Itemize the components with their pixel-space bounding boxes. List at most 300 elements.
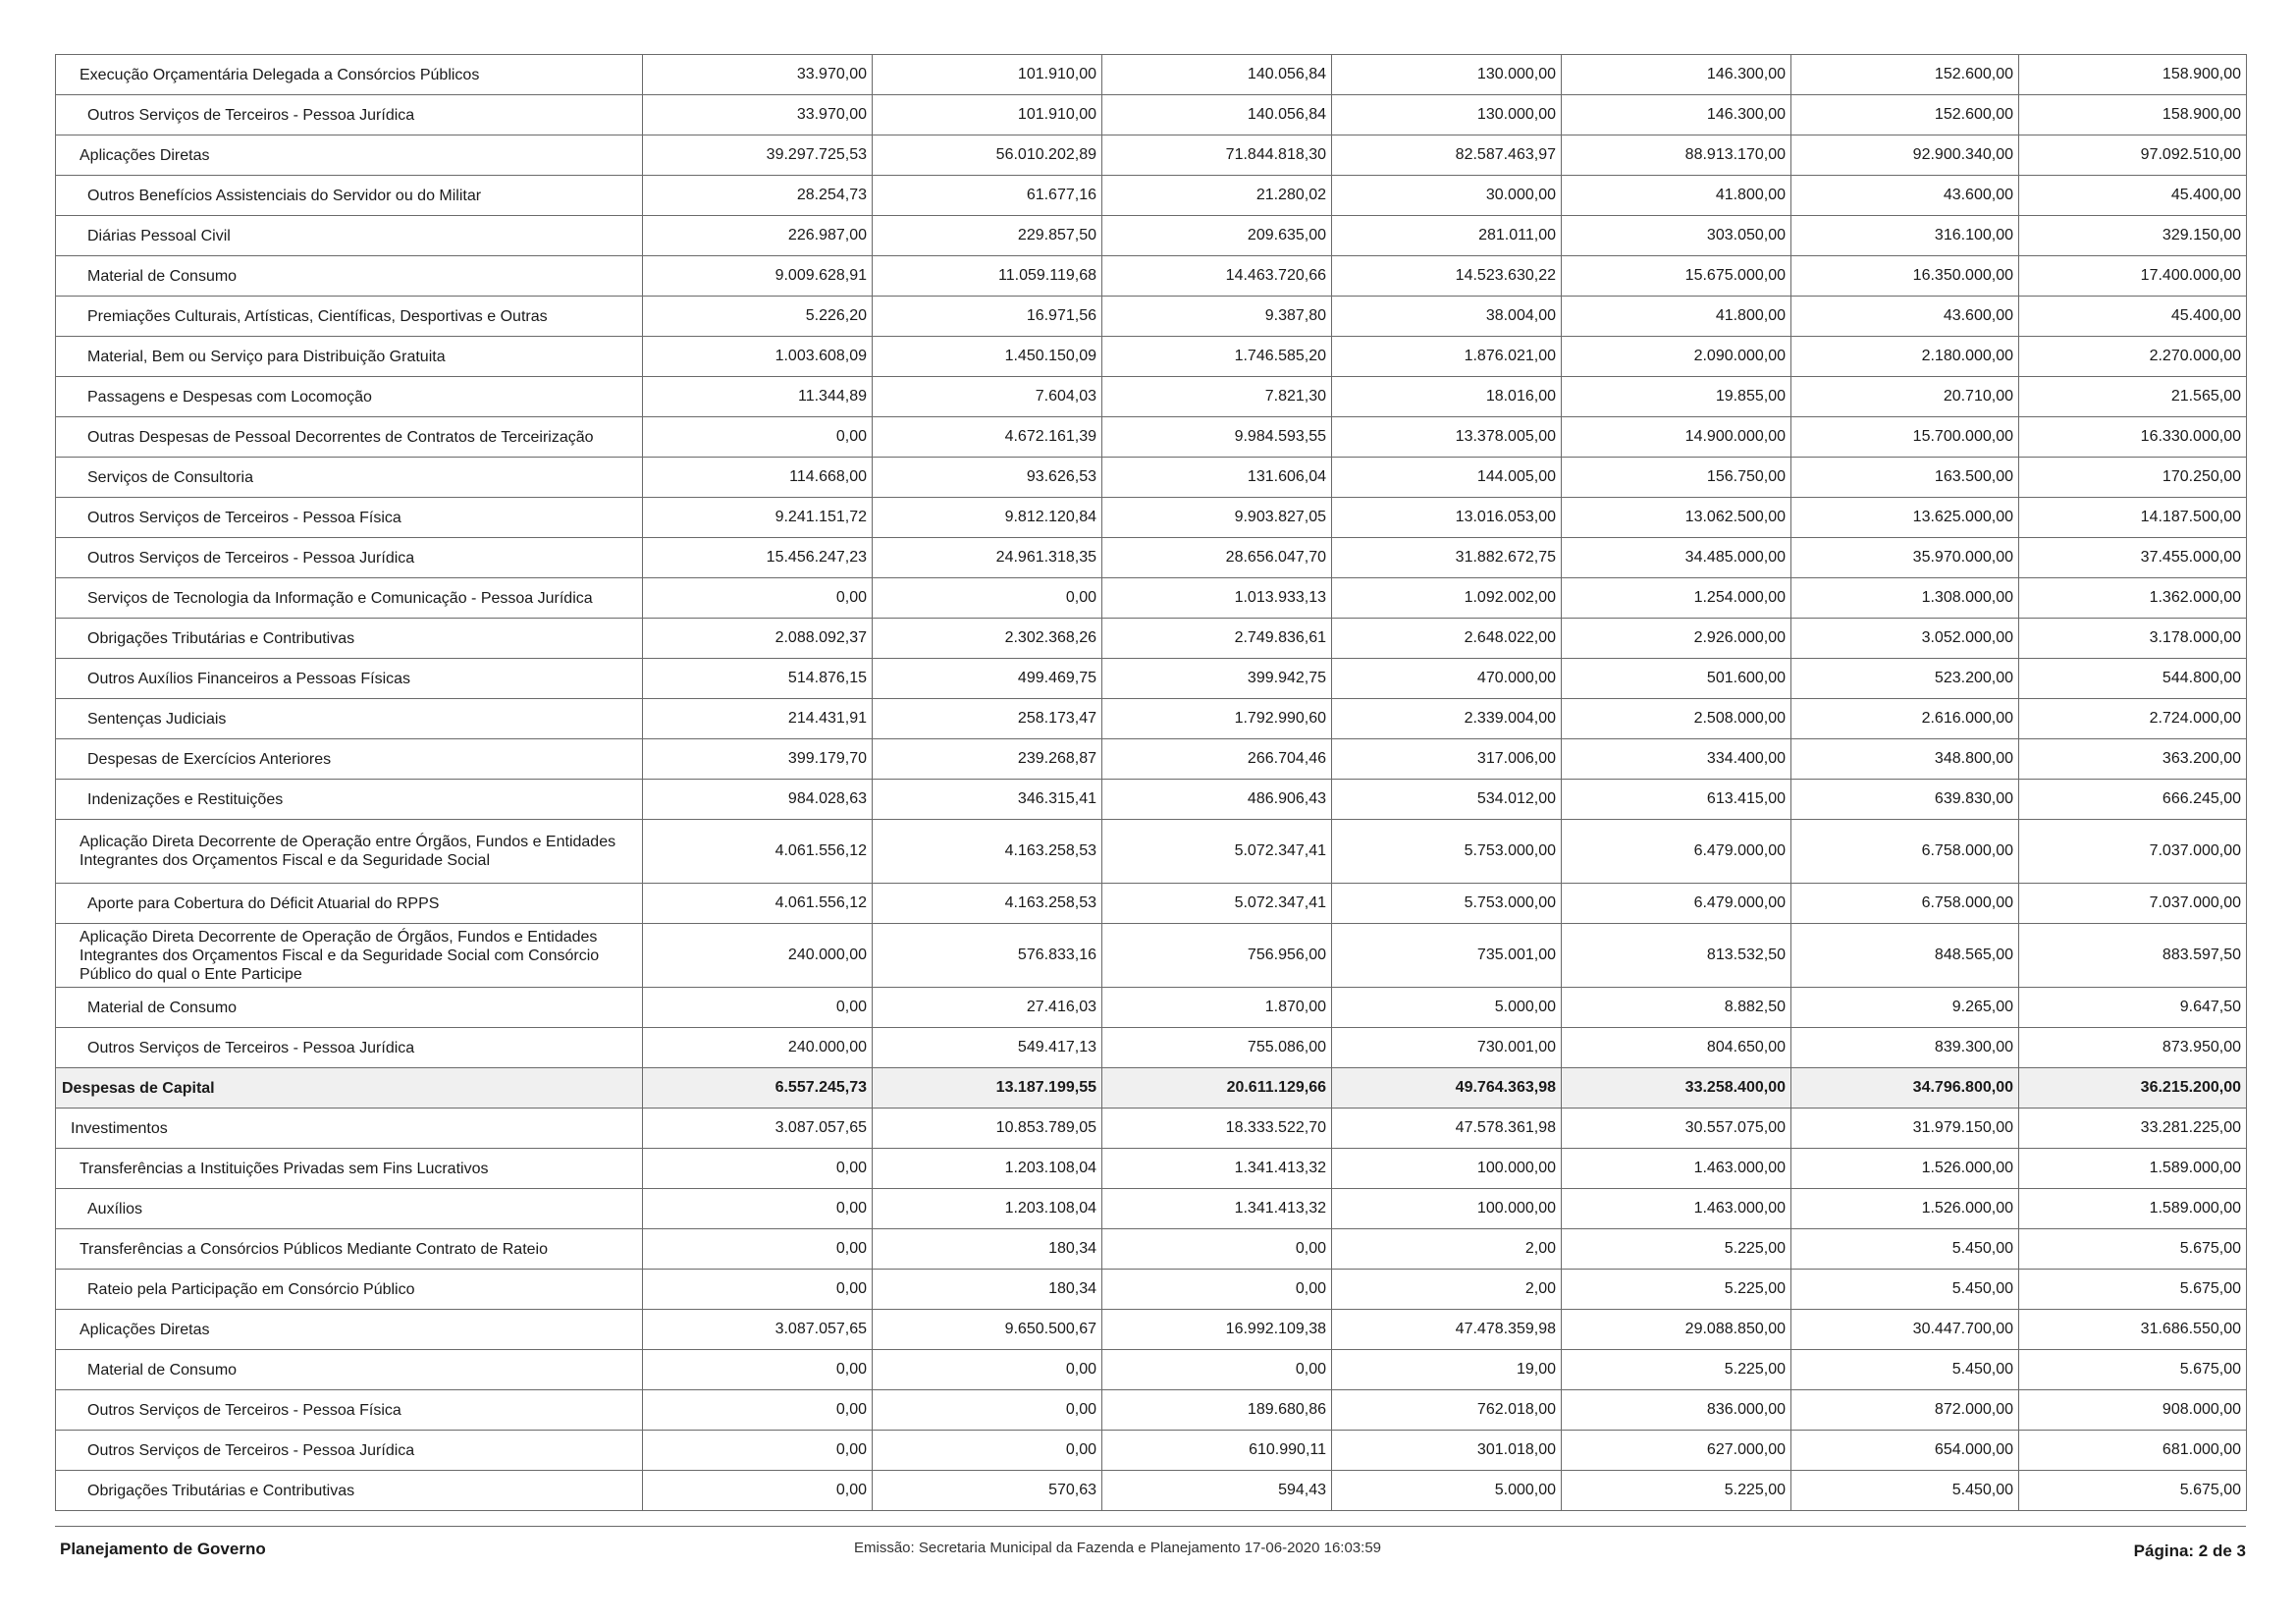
row-label: Material de Consumo [56, 988, 643, 1028]
value-cell: 35.970.000,00 [1791, 538, 2019, 578]
value-cell: 5.753.000,00 [1332, 820, 1562, 884]
value-cell: 5.072.347,41 [1102, 884, 1332, 924]
value-cell: 0,00 [1102, 1350, 1332, 1390]
value-cell: 33.970,00 [643, 95, 873, 135]
value-cell: 544.800,00 [2019, 659, 2247, 699]
value-cell: 317.006,00 [1332, 739, 1562, 780]
value-cell: 570,63 [873, 1471, 1102, 1511]
table-row [56, 780, 2247, 820]
value-cell: 0,00 [643, 578, 873, 619]
row-label: Outros Serviços de Terceiros - Pessoa Física [56, 1390, 643, 1431]
value-cell: 0,00 [643, 1149, 873, 1189]
value-cell: 346.315,41 [873, 780, 1102, 820]
row-label: Investimentos [56, 1109, 643, 1149]
value-cell: 1.362.000,00 [2019, 578, 2247, 619]
value-cell: 4.061.556,12 [643, 820, 873, 884]
value-cell: 2.088.092,37 [643, 619, 873, 659]
value-cell: 36.215.200,00 [2019, 1068, 2247, 1109]
budget-table [55, 54, 2247, 1511]
value-cell: 2.270.000,00 [2019, 337, 2247, 377]
value-cell: 654.000,00 [1791, 1431, 2019, 1471]
value-cell: 97.092.510,00 [2019, 135, 2247, 176]
value-cell: 1.003.608,09 [643, 337, 873, 377]
value-cell: 158.900,00 [2019, 55, 2247, 95]
value-cell: 114.668,00 [643, 458, 873, 498]
row-label: Auxílios [56, 1189, 643, 1229]
table-row [56, 578, 2247, 619]
table-row [56, 538, 2247, 578]
value-cell: 908.000,00 [2019, 1390, 2247, 1431]
table-row [56, 739, 2247, 780]
table-row [56, 1310, 2247, 1350]
value-cell: 18.333.522,70 [1102, 1109, 1332, 1149]
value-cell: 16.992.109,38 [1102, 1310, 1332, 1350]
value-cell: 2.180.000,00 [1791, 337, 2019, 377]
value-cell: 82.587.463,97 [1332, 135, 1562, 176]
row-label: Premiações Culturais, Artísticas, Científicas, Desportivas e Outras [56, 297, 643, 337]
value-cell: 2.749.836,61 [1102, 619, 1332, 659]
value-cell: 1.526.000,00 [1791, 1189, 2019, 1229]
value-cell: 5.450,00 [1791, 1350, 2019, 1390]
value-cell: 2.648.022,00 [1332, 619, 1562, 659]
value-cell: 100.000,00 [1332, 1189, 1562, 1229]
value-cell: 523.200,00 [1791, 659, 2019, 699]
value-cell: 836.000,00 [1562, 1390, 1791, 1431]
value-cell: 27.416,03 [873, 988, 1102, 1028]
value-cell: 9.647,50 [2019, 988, 2247, 1028]
value-cell: 1.013.933,13 [1102, 578, 1332, 619]
value-cell: 883.597,50 [2019, 924, 2247, 988]
value-cell: 34.485.000,00 [1562, 538, 1791, 578]
table-row [56, 1390, 2247, 1431]
value-cell: 5.753.000,00 [1332, 884, 1562, 924]
value-cell: 6.479.000,00 [1562, 820, 1791, 884]
value-cell: 28.656.047,70 [1102, 538, 1332, 578]
row-label: Obrigações Tributárias e Contributivas [56, 619, 643, 659]
value-cell: 41.800,00 [1562, 176, 1791, 216]
value-cell: 756.956,00 [1102, 924, 1332, 988]
value-cell: 9.812.120,84 [873, 498, 1102, 538]
row-label: Transferências a Consórcios Públicos Mediante Contrato de Rateio [56, 1229, 643, 1270]
value-cell: 0,00 [873, 1390, 1102, 1431]
table-row [56, 1270, 2247, 1310]
value-cell: 33.258.400,00 [1562, 1068, 1791, 1109]
value-cell: 681.000,00 [2019, 1431, 2247, 1471]
value-cell: 873.950,00 [2019, 1028, 2247, 1068]
value-cell: 31.979.150,00 [1791, 1109, 2019, 1149]
value-cell: 13.625.000,00 [1791, 498, 2019, 538]
row-label: Outros Serviços de Terceiros - Pessoa Jurídica [56, 538, 643, 578]
value-cell: 848.565,00 [1791, 924, 2019, 988]
table-row [56, 884, 2247, 924]
value-cell: 16.350.000,00 [1791, 256, 2019, 297]
value-cell: 130.000,00 [1332, 55, 1562, 95]
value-cell: 131.606,04 [1102, 458, 1332, 498]
value-cell: 31.686.550,00 [2019, 1310, 2247, 1350]
value-cell: 549.417,13 [873, 1028, 1102, 1068]
table-row [56, 1109, 2247, 1149]
value-cell: 501.600,00 [1562, 659, 1791, 699]
table-row [56, 216, 2247, 256]
value-cell: 88.913.170,00 [1562, 135, 1791, 176]
value-cell: 872.000,00 [1791, 1390, 2019, 1431]
value-cell: 0,00 [643, 988, 873, 1028]
value-cell: 730.001,00 [1332, 1028, 1562, 1068]
value-cell: 130.000,00 [1332, 95, 1562, 135]
value-cell: 47.478.359,98 [1332, 1310, 1562, 1350]
value-cell: 5.675,00 [2019, 1471, 2247, 1511]
row-label: Obrigações Tributárias e Contributivas [56, 1471, 643, 1511]
value-cell: 363.200,00 [2019, 739, 2247, 780]
page-number: Página: 2 de 3 [2133, 1542, 2246, 1560]
value-cell: 9.387,80 [1102, 297, 1332, 337]
value-cell: 17.400.000,00 [2019, 256, 2247, 297]
table-row [56, 337, 2247, 377]
value-cell: 214.431,91 [643, 699, 873, 739]
value-cell: 0,00 [643, 417, 873, 458]
table-row [56, 176, 2247, 216]
table-row [56, 659, 2247, 699]
value-cell: 47.578.361,98 [1332, 1109, 1562, 1149]
value-cell: 92.900.340,00 [1791, 135, 2019, 176]
value-cell: 10.853.789,05 [873, 1109, 1102, 1149]
table-row [56, 619, 2247, 659]
value-cell: 576.833,16 [873, 924, 1102, 988]
value-cell: 281.011,00 [1332, 216, 1562, 256]
table-row [56, 1028, 2247, 1068]
value-cell: 470.000,00 [1332, 659, 1562, 699]
value-cell: 163.500,00 [1791, 458, 2019, 498]
value-cell: 41.800,00 [1562, 297, 1791, 337]
value-cell: 1.876.021,00 [1332, 337, 1562, 377]
table-row [56, 924, 2247, 988]
value-cell: 158.900,00 [2019, 95, 2247, 135]
table-row [56, 699, 2247, 739]
value-cell: 1.450.150,09 [873, 337, 1102, 377]
value-cell: 21.565,00 [2019, 377, 2247, 417]
value-cell: 21.280,02 [1102, 176, 1332, 216]
row-label: Despesas de Capital [56, 1068, 643, 1109]
value-cell: 13.378.005,00 [1332, 417, 1562, 458]
value-cell: 301.018,00 [1332, 1431, 1562, 1471]
table-row [56, 95, 2247, 135]
value-cell: 0,00 [873, 578, 1102, 619]
value-cell: 7.821,30 [1102, 377, 1332, 417]
value-cell: 2.302.368,26 [873, 619, 1102, 659]
value-cell: 1.589.000,00 [2019, 1149, 2247, 1189]
value-cell: 6.479.000,00 [1562, 884, 1791, 924]
value-cell: 3.052.000,00 [1791, 619, 2019, 659]
value-cell: 329.150,00 [2019, 216, 2247, 256]
value-cell: 3.087.057,65 [643, 1109, 873, 1149]
value-cell: 1.526.000,00 [1791, 1149, 2019, 1189]
value-cell: 18.016,00 [1332, 377, 1562, 417]
value-cell: 5.226,20 [643, 297, 873, 337]
value-cell: 146.300,00 [1562, 55, 1791, 95]
value-cell: 3.087.057,65 [643, 1310, 873, 1350]
value-cell: 0,00 [1102, 1229, 1332, 1270]
value-cell: 1.589.000,00 [2019, 1189, 2247, 1229]
value-cell: 348.800,00 [1791, 739, 2019, 780]
value-cell: 9.241.151,72 [643, 498, 873, 538]
value-cell: 316.100,00 [1791, 216, 2019, 256]
value-cell: 16.330.000,00 [2019, 417, 2247, 458]
row-label: Diárias Pessoal Civil [56, 216, 643, 256]
value-cell: 2.339.004,00 [1332, 699, 1562, 739]
value-cell: 4.163.258,53 [873, 884, 1102, 924]
value-cell: 534.012,00 [1332, 780, 1562, 820]
row-label: Material, Bem ou Serviço para Distribuição Gratuita [56, 337, 643, 377]
value-cell: 14.523.630,22 [1332, 256, 1562, 297]
row-label: Outros Serviços de Terceiros - Pessoa Jurídica [56, 95, 643, 135]
value-cell: 28.254,73 [643, 176, 873, 216]
table-row [56, 1471, 2247, 1511]
value-cell: 100.000,00 [1332, 1149, 1562, 1189]
value-cell: 4.672.161,39 [873, 417, 1102, 458]
value-cell: 24.961.318,35 [873, 538, 1102, 578]
value-cell: 45.400,00 [2019, 176, 2247, 216]
table-row [56, 256, 2247, 297]
value-cell: 229.857,50 [873, 216, 1102, 256]
row-label: Aporte para Cobertura do Déficit Atuarial do RPPS [56, 884, 643, 924]
value-cell: 984.028,63 [643, 780, 873, 820]
table-row [56, 135, 2247, 176]
value-cell: 2.508.000,00 [1562, 699, 1791, 739]
value-cell: 13.016.053,00 [1332, 498, 1562, 538]
value-cell: 3.178.000,00 [2019, 619, 2247, 659]
value-cell: 5.450,00 [1791, 1229, 2019, 1270]
row-label: Rateio pela Participação em Consórcio Público [56, 1270, 643, 1310]
row-label: Aplicação Direta Decorrente de Operação de Órgãos, Fundos e Entidades Integrantes dos Orçamentos Fiscal e da Seguridade Social com Consórcio Público do qual o Ente Participe [56, 924, 643, 988]
value-cell: 9.984.593,55 [1102, 417, 1332, 458]
value-cell: 639.830,00 [1791, 780, 2019, 820]
row-label: Material de Consumo [56, 256, 643, 297]
table-row [56, 55, 2247, 95]
value-cell: 5.225,00 [1562, 1229, 1791, 1270]
value-cell: 334.400,00 [1562, 739, 1791, 780]
value-cell: 1.092.002,00 [1332, 578, 1562, 619]
value-cell: 2.090.000,00 [1562, 337, 1791, 377]
value-cell: 7.037.000,00 [2019, 884, 2247, 924]
value-cell: 399.179,70 [643, 739, 873, 780]
value-cell: 303.050,00 [1562, 216, 1791, 256]
row-label: Sentenças Judiciais [56, 699, 643, 739]
value-cell: 735.001,00 [1332, 924, 1562, 988]
table-row [56, 498, 2247, 538]
footer-divider [55, 1526, 2246, 1527]
value-cell: 813.532,50 [1562, 924, 1791, 988]
value-cell: 20.611.129,66 [1102, 1068, 1332, 1109]
value-cell: 5.675,00 [2019, 1270, 2247, 1310]
value-cell: 4.061.556,12 [643, 884, 873, 924]
value-cell: 6.758.000,00 [1791, 820, 2019, 884]
value-cell: 1.341.413,32 [1102, 1149, 1332, 1189]
value-cell: 43.600,00 [1791, 297, 2019, 337]
row-label: Aplicações Diretas [56, 135, 643, 176]
value-cell: 594,43 [1102, 1471, 1332, 1511]
row-label: Material de Consumo [56, 1350, 643, 1390]
table-row [56, 1068, 2247, 1109]
value-cell: 5.675,00 [2019, 1350, 2247, 1390]
value-cell: 226.987,00 [643, 216, 873, 256]
table-row [56, 1149, 2247, 1189]
value-cell: 0,00 [643, 1390, 873, 1431]
row-label: Transferências a Instituições Privadas sem Fins Lucrativos [56, 1149, 643, 1189]
value-cell: 5.225,00 [1562, 1350, 1791, 1390]
value-cell: 6.758.000,00 [1791, 884, 2019, 924]
table-body [56, 55, 2247, 1511]
table-row [56, 458, 2247, 498]
value-cell: 399.942,75 [1102, 659, 1332, 699]
value-cell: 9.903.827,05 [1102, 498, 1332, 538]
value-cell: 1.792.990,60 [1102, 699, 1332, 739]
value-cell: 258.173,47 [873, 699, 1102, 739]
row-label: Serviços de Consultoria [56, 458, 643, 498]
row-label: Aplicação Direta Decorrente de Operação entre Órgãos, Fundos e Entidades Integrantes dos Orçamentos Fiscal e da Seguridade Social [56, 820, 643, 884]
value-cell: 19,00 [1332, 1350, 1562, 1390]
value-cell: 189.680,86 [1102, 1390, 1332, 1431]
value-cell: 16.971,56 [873, 297, 1102, 337]
value-cell: 5.225,00 [1562, 1471, 1791, 1511]
value-cell: 0,00 [643, 1471, 873, 1511]
value-cell: 7.604,03 [873, 377, 1102, 417]
value-cell: 499.469,75 [873, 659, 1102, 699]
value-cell: 1.254.000,00 [1562, 578, 1791, 619]
value-cell: 0,00 [873, 1350, 1102, 1390]
value-cell: 209.635,00 [1102, 216, 1332, 256]
row-label: Outros Benefícios Assistenciais do Servidor ou do Militar [56, 176, 643, 216]
value-cell: 2.724.000,00 [2019, 699, 2247, 739]
table-row [56, 417, 2247, 458]
value-cell: 37.455.000,00 [2019, 538, 2247, 578]
value-cell: 0,00 [643, 1431, 873, 1471]
value-cell: 61.677,16 [873, 176, 1102, 216]
value-cell: 839.300,00 [1791, 1028, 2019, 1068]
value-cell: 0,00 [643, 1270, 873, 1310]
value-cell: 146.300,00 [1562, 95, 1791, 135]
value-cell: 29.088.850,00 [1562, 1310, 1791, 1350]
row-label: Execução Orçamentária Delegada a Consórcios Públicos [56, 55, 643, 95]
value-cell: 2,00 [1332, 1270, 1562, 1310]
value-cell: 30.000,00 [1332, 176, 1562, 216]
row-label: Indenizações e Restituições [56, 780, 643, 820]
value-cell: 4.163.258,53 [873, 820, 1102, 884]
value-cell: 56.010.202,89 [873, 135, 1102, 176]
value-cell: 514.876,15 [643, 659, 873, 699]
table-row [56, 1189, 2247, 1229]
value-cell: 755.086,00 [1102, 1028, 1332, 1068]
value-cell: 5.000,00 [1332, 988, 1562, 1028]
value-cell: 152.600,00 [1791, 55, 2019, 95]
row-label: Passagens e Despesas com Locomoção [56, 377, 643, 417]
value-cell: 5.450,00 [1791, 1471, 2019, 1511]
value-cell: 101.910,00 [873, 55, 1102, 95]
value-cell: 144.005,00 [1332, 458, 1562, 498]
value-cell: 49.764.363,98 [1332, 1068, 1562, 1109]
value-cell: 239.268,87 [873, 739, 1102, 780]
value-cell: 9.265,00 [1791, 988, 2019, 1028]
value-cell: 9.009.628,91 [643, 256, 873, 297]
value-cell: 6.557.245,73 [643, 1068, 873, 1109]
value-cell: 1.463.000,00 [1562, 1149, 1791, 1189]
value-cell: 11.344,89 [643, 377, 873, 417]
value-cell: 266.704,46 [1102, 739, 1332, 780]
value-cell: 0,00 [643, 1189, 873, 1229]
row-label: Despesas de Exercícios Anteriores [56, 739, 643, 780]
value-cell: 33.970,00 [643, 55, 873, 95]
row-label: Outros Serviços de Terceiros - Pessoa Física [56, 498, 643, 538]
value-cell: 31.882.672,75 [1332, 538, 1562, 578]
value-cell: 14.463.720,66 [1102, 256, 1332, 297]
value-cell: 8.882,50 [1562, 988, 1791, 1028]
value-cell: 1.341.413,32 [1102, 1189, 1332, 1229]
value-cell: 38.004,00 [1332, 297, 1562, 337]
value-cell: 7.037.000,00 [2019, 820, 2247, 884]
row-label: Outros Auxílios Financeiros a Pessoas Físicas [56, 659, 643, 699]
value-cell: 13.062.500,00 [1562, 498, 1791, 538]
value-cell: 0,00 [873, 1431, 1102, 1471]
value-cell: 486.906,43 [1102, 780, 1332, 820]
footer-emission: Emissão: Secretaria Municipal da Fazenda e Planejamento 17-06-2020 16:03:59 [854, 1540, 1381, 1556]
table-row [56, 1431, 2247, 1471]
value-cell: 152.600,00 [1791, 95, 2019, 135]
value-cell: 613.415,00 [1562, 780, 1791, 820]
row-label: Outros Serviços de Terceiros - Pessoa Jurídica [56, 1028, 643, 1068]
value-cell: 2.926.000,00 [1562, 619, 1791, 659]
value-cell: 0,00 [643, 1350, 873, 1390]
value-cell: 30.557.075,00 [1562, 1109, 1791, 1149]
value-cell: 0,00 [1102, 1270, 1332, 1310]
value-cell: 20.710,00 [1791, 377, 2019, 417]
table-row [56, 377, 2247, 417]
value-cell: 627.000,00 [1562, 1431, 1791, 1471]
value-cell: 15.675.000,00 [1562, 256, 1791, 297]
value-cell: 5.225,00 [1562, 1270, 1791, 1310]
value-cell: 15.700.000,00 [1791, 417, 2019, 458]
value-cell: 140.056,84 [1102, 55, 1332, 95]
value-cell: 156.750,00 [1562, 458, 1791, 498]
value-cell: 33.281.225,00 [2019, 1109, 2247, 1149]
row-label: Outras Despesas de Pessoal Decorrentes de Contratos de Terceirização [56, 417, 643, 458]
row-label: Outros Serviços de Terceiros - Pessoa Jurídica [56, 1431, 643, 1471]
value-cell: 11.059.119,68 [873, 256, 1102, 297]
value-cell: 180,34 [873, 1270, 1102, 1310]
value-cell: 34.796.800,00 [1791, 1068, 2019, 1109]
value-cell: 762.018,00 [1332, 1390, 1562, 1431]
value-cell: 140.056,84 [1102, 95, 1332, 135]
value-cell: 101.910,00 [873, 95, 1102, 135]
value-cell: 0,00 [643, 1229, 873, 1270]
value-cell: 240.000,00 [643, 924, 873, 988]
value-cell: 1.203.108,04 [873, 1189, 1102, 1229]
value-cell: 45.400,00 [2019, 297, 2247, 337]
value-cell: 5.000,00 [1332, 1471, 1562, 1511]
value-cell: 1.463.000,00 [1562, 1189, 1791, 1229]
table-row [56, 1350, 2247, 1390]
value-cell: 13.187.199,55 [873, 1068, 1102, 1109]
value-cell: 1.870,00 [1102, 988, 1332, 1028]
value-cell: 93.626,53 [873, 458, 1102, 498]
value-cell: 9.650.500,67 [873, 1310, 1102, 1350]
value-cell: 15.456.247,23 [643, 538, 873, 578]
value-cell: 180,34 [873, 1229, 1102, 1270]
value-cell: 240.000,00 [643, 1028, 873, 1068]
table-row [56, 820, 2247, 884]
value-cell: 19.855,00 [1562, 377, 1791, 417]
value-cell: 5.450,00 [1791, 1270, 2019, 1310]
value-cell: 170.250,00 [2019, 458, 2247, 498]
value-cell: 2,00 [1332, 1229, 1562, 1270]
